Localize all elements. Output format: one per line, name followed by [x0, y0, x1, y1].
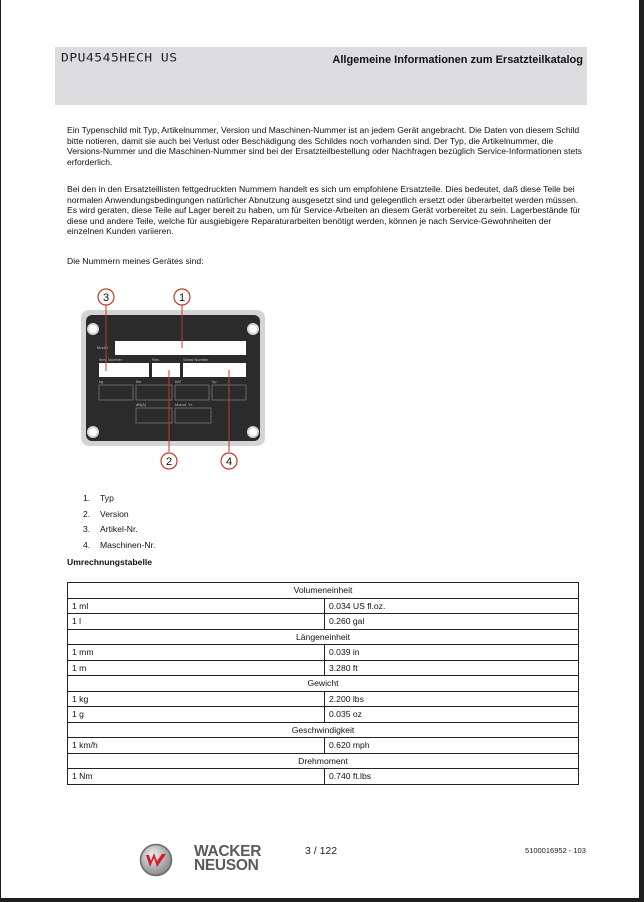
list-item: 3. Artikel-Nr. [83, 524, 138, 534]
header-title: Allgemeine Informationen zum Ersatzteilkatalog [332, 54, 583, 66]
brand-name: WACKER NEUSON [194, 843, 262, 874]
callout-4 [221, 453, 237, 469]
svg-text:1: 1 [178, 292, 186, 304]
svg-text:Rev.: Rev. [152, 357, 160, 362]
table-row: 1 mm 0.039 in [68, 645, 579, 661]
svg-text:dB(A): dB(A) [136, 402, 147, 407]
intro-paragraph: Ein Typenschild mit Typ, Artikelnummer, Version und Maschinen-Nummer ist an jedem Gerät angebracht. Die Daten von diesem Schild bitte notieren, damit sie auch bei Verlust oder Beschädigung des Schildes noch vorhanden sind. Der Typ, die Artikelnummer, die Versions-Nummer und die Maschinen-Nummer sind bei der Ersatzteilbestellung oder Nachfragen bezüglich Service-Informationen stets erforderlich. [67, 125, 582, 167]
device-numbers-label: Die Nummern meines Gerätes sind: [67, 256, 204, 266]
table-row: 1 l 0.260 gal [68, 614, 579, 630]
list-item: 4. Maschinen-Nr. [83, 539, 156, 550]
section-row: Drehmoment [68, 753, 579, 769]
wacker-neuson-logo-icon [139, 843, 173, 877]
svg-text:3: 3 [102, 292, 110, 304]
type-plate-figure [79, 284, 269, 474]
table-row: 1 ml 0.034 US fl.oz. [68, 598, 579, 614]
svg-text:Manuf. Yr.: Manuf. Yr. [175, 402, 194, 407]
section-row: Längeneinheit [68, 629, 579, 645]
svg-text:kW: kW [175, 379, 181, 384]
page-number: 3 / 122 [305, 845, 338, 857]
section-row: Gewicht [68, 676, 579, 692]
callout-2 [161, 453, 177, 469]
model-name: DPU4545HECH US [61, 52, 178, 65]
section-row: Volumeneinheit [68, 583, 579, 599]
page-header [55, 47, 587, 105]
table-row: 1 Nm 0.740 ft.lbs [68, 769, 579, 785]
list-item: 1. Typ [83, 493, 114, 503]
svg-text:Item Number: Item Number [99, 357, 123, 362]
table-row: 1 m 3.280 ft [68, 660, 579, 676]
conversion-table-title: Umrechnungstabelle [67, 557, 153, 567]
list-item: 2. Version [83, 508, 129, 519]
table-row: 1 g 0.035 oz [68, 707, 579, 723]
svg-text:kg: kg [99, 379, 104, 384]
plate-legend-list [83, 493, 155, 555]
table-row: 1 kg 2.200 lbs [68, 691, 579, 707]
callout-3 [98, 289, 114, 305]
svg-text:2: 2 [165, 456, 173, 468]
type-plate-illustration [79, 284, 269, 474]
svg-text:Serial Number: Serial Number [183, 357, 209, 362]
spare-parts-paragraph: Bei den in den Ersatzteillisten fettgedruckten Nummern handelt es sich um empfohlene Ersatzteile. Dies bedeutet, daß diese Teile bei normalen Anwendungsbedingungen natürlicher Abnutzung ausgesetzt sind und gelegentlich ersetzt oder überarbeitet werden müssen. Es wird geraten, diese Teile auf Lager bereit zu haben, um für Service-Arbeiten an diesem Gerät vorbereitet zu sein. Lagerbestände für diese und andere Teile, welche für ausgiebigere Reparaturarbeiten benötigt werden, können je nach Service-Gewohnheiten der einzelnen Kunden variieren. [67, 184, 581, 237]
document-number: 5100016952 - 103 [525, 846, 586, 855]
svg-text:4: 4 [225, 456, 233, 468]
document-page [1, 0, 639, 898]
callout-1 [174, 289, 190, 305]
table-row: 1 km/h 0.620 mph [68, 738, 579, 754]
svg-text:Model: Model [97, 345, 108, 350]
svg-text:lbs: lbs [136, 379, 142, 384]
conversion-table [67, 582, 579, 785]
svg-text:hp: hp [212, 379, 217, 384]
section-row: Geschwindigkeit [68, 722, 579, 738]
